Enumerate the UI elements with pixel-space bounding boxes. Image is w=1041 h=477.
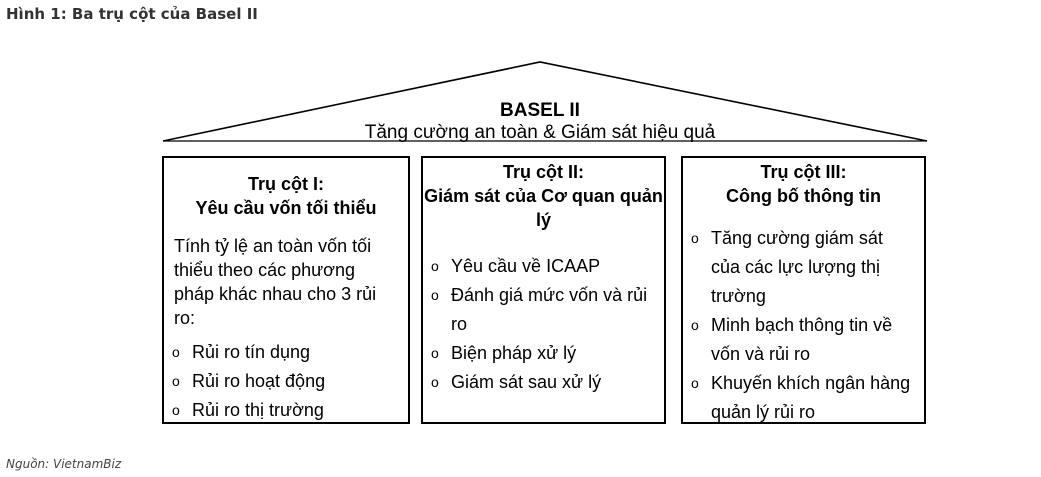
- pillar-3-list: [683, 224, 924, 427]
- pillar-2-heading-line2: Giám sát của Cơ quan quản lý: [424, 186, 663, 230]
- bullet-icon: o: [691, 317, 699, 333]
- list-item: o Rủi ro hoạt động: [164, 367, 408, 396]
- figure-title: Hình 1: Ba trụ cột của Basel II: [6, 5, 258, 23]
- pillar-3-heading-line1: Trụ cột III:: [760, 162, 847, 182]
- bullet-icon: o: [431, 345, 439, 361]
- bullet-icon: o: [431, 374, 439, 390]
- bullet-icon: o: [691, 230, 699, 246]
- bullet-icon: o: [431, 287, 439, 303]
- pillar-2: [421, 156, 666, 424]
- list-item: o Đánh giá mức vốn và rủi ro: [423, 281, 664, 339]
- pillar-2-heading: [423, 160, 664, 232]
- list-item: o Rủi ro tín dụng: [164, 338, 408, 367]
- list-item: o Khuyến khích ngân hàng quản lý rủi ro: [683, 369, 924, 427]
- figure-source: Nguồn: VietnamBiz: [6, 457, 122, 471]
- roof-title: BASEL II: [500, 100, 580, 121]
- pillar-3-heading-line2: Công bố thông tin: [726, 186, 881, 206]
- list-item: o Rủi ro thị trường: [164, 396, 408, 425]
- pillar-1-list: [164, 338, 408, 425]
- bullet-icon: o: [172, 373, 180, 389]
- bullet-icon: o: [172, 402, 180, 418]
- roof-subtitle: Tăng cường an toàn & Giám sát hiệu quả: [364, 122, 716, 143]
- list-item: o Biện pháp xử lý: [423, 339, 664, 368]
- list-item: o Tăng cường giám sát của các lực lượng thị trường: [683, 224, 924, 311]
- bullet-icon: o: [172, 344, 180, 360]
- pillar-1-heading-line2: Yêu cầu vốn tối thiểu: [195, 198, 377, 218]
- pillar-1-heading-line1: Trụ cột I:: [248, 174, 324, 194]
- pillar-3: [681, 156, 926, 424]
- pillar-1-heading: [164, 172, 408, 220]
- list-item: o Giám sát sau xử lý: [423, 368, 664, 397]
- pillar-2-list: [423, 252, 664, 397]
- bullet-icon: o: [431, 258, 439, 274]
- list-item: o Minh bạch thông tin về vốn và rủi ro: [683, 311, 924, 369]
- list-item: o Yêu cầu về ICAAP: [423, 252, 664, 281]
- bullet-icon: o: [691, 375, 699, 391]
- pillar-1-intro: Tính tỷ lệ an toàn vốn tối thiểu theo các phương pháp khác nhau cho 3 rủi ro:: [174, 236, 377, 328]
- pillar-2-heading-line1: Trụ cột II:: [503, 162, 584, 182]
- pillar-1: [162, 156, 410, 424]
- pillar-3-heading: [683, 160, 924, 208]
